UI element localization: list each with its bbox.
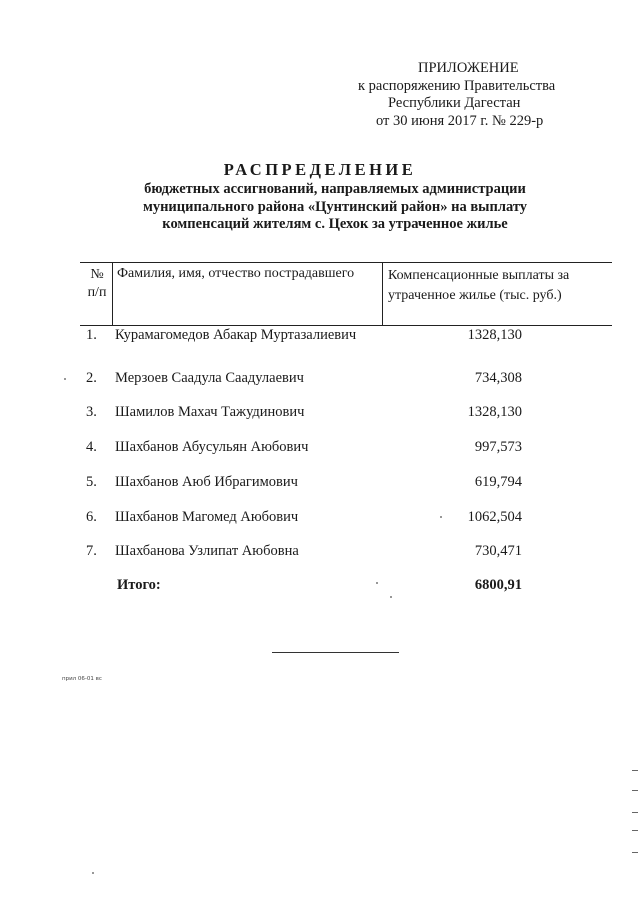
row-name: Курамагомедов Абакар Муртазалиевич xyxy=(115,327,357,343)
scan-speck xyxy=(92,872,94,874)
header-name-column: Фамилия, имя, отчество пострадавшего xyxy=(117,266,355,281)
row-name: Шахбанова Узлипат Аюбовна xyxy=(115,543,299,559)
scan-speck xyxy=(390,596,392,598)
row-number: 2. xyxy=(86,370,97,386)
scan-edge-mark xyxy=(632,830,638,831)
scan-edge-mark xyxy=(632,812,638,813)
row-amount: 1328,130 xyxy=(467,404,522,420)
document-title: РАСПРЕДЕЛЕНИЕ xyxy=(223,160,417,179)
row-amount: 997,573 xyxy=(474,439,522,455)
scan-speck xyxy=(64,378,66,380)
row-amount: 734,308 xyxy=(474,370,522,386)
row-number: 7. xyxy=(86,543,97,559)
scan-edge-mark xyxy=(632,770,638,771)
file-footnote: прил 06-01 вс xyxy=(62,676,102,682)
appendix-line-2: Республики Дагестан xyxy=(388,95,521,111)
row-number: 6. xyxy=(86,509,97,525)
table-row xyxy=(0,327,640,347)
row-name: Мерзоев Саадула Саадулаевич xyxy=(115,370,304,386)
header-number-column xyxy=(84,266,110,302)
column-divider xyxy=(382,263,383,325)
column-divider xyxy=(112,263,113,325)
row-name: Шахбанов Аюб Ибрагимович xyxy=(115,474,298,490)
header-number-symbol: № xyxy=(90,267,104,282)
header-compensation-column: Компенсационные выплаты за утраченное жилье (тыс. руб.) xyxy=(388,268,570,303)
scan-edge-mark xyxy=(632,790,638,791)
row-amount: 1062,504 xyxy=(467,509,522,525)
appendix-title: ПРИЛОЖЕНИЕ xyxy=(418,60,519,76)
header-number-abbr: п/п xyxy=(87,285,107,300)
total-amount: 6800,91 xyxy=(474,577,522,593)
appendix-block xyxy=(340,60,580,130)
appendix-line-3: от 30 июня 2017 г. № 229-р xyxy=(376,112,544,129)
subtitle-line-2: муниципального района «Цунтинский район» на выплату xyxy=(142,198,528,215)
row-amount: 619,794 xyxy=(474,474,522,490)
subtitle-line-3: компенсаций жителям с. Цехок за утраченное жилье xyxy=(162,216,508,232)
row-name: Шахбанов Абусульян Аюбович xyxy=(115,439,309,455)
total-label: Итого: xyxy=(117,577,161,593)
table-row xyxy=(0,439,640,459)
row-number: 5. xyxy=(86,474,97,490)
table-row xyxy=(0,404,640,424)
row-number: 1. xyxy=(86,327,97,343)
row-name: Шахбанов Магомед Аюбович xyxy=(115,509,299,525)
appendix-line-1: к распоряжению Правительства xyxy=(358,77,556,94)
scan-speck xyxy=(376,582,378,584)
row-amount: 1328,130 xyxy=(467,327,522,343)
subtitle-line-1: бюджетных ассигнований, направляемых администрации xyxy=(144,181,526,197)
scan-edge-mark xyxy=(632,852,638,853)
row-name: Шамилов Махач Тажудинович xyxy=(115,404,305,420)
row-number: 4. xyxy=(86,439,97,455)
signature-rule xyxy=(272,652,399,653)
table-total-row xyxy=(0,577,640,597)
row-number: 3. xyxy=(86,404,97,420)
table-row xyxy=(0,509,640,529)
row-amount: 730,471 xyxy=(474,543,522,559)
scan-speck xyxy=(440,516,442,518)
document-subtitle xyxy=(100,181,570,234)
table-row xyxy=(0,543,640,563)
table-row xyxy=(0,370,640,390)
table-row xyxy=(0,474,640,494)
